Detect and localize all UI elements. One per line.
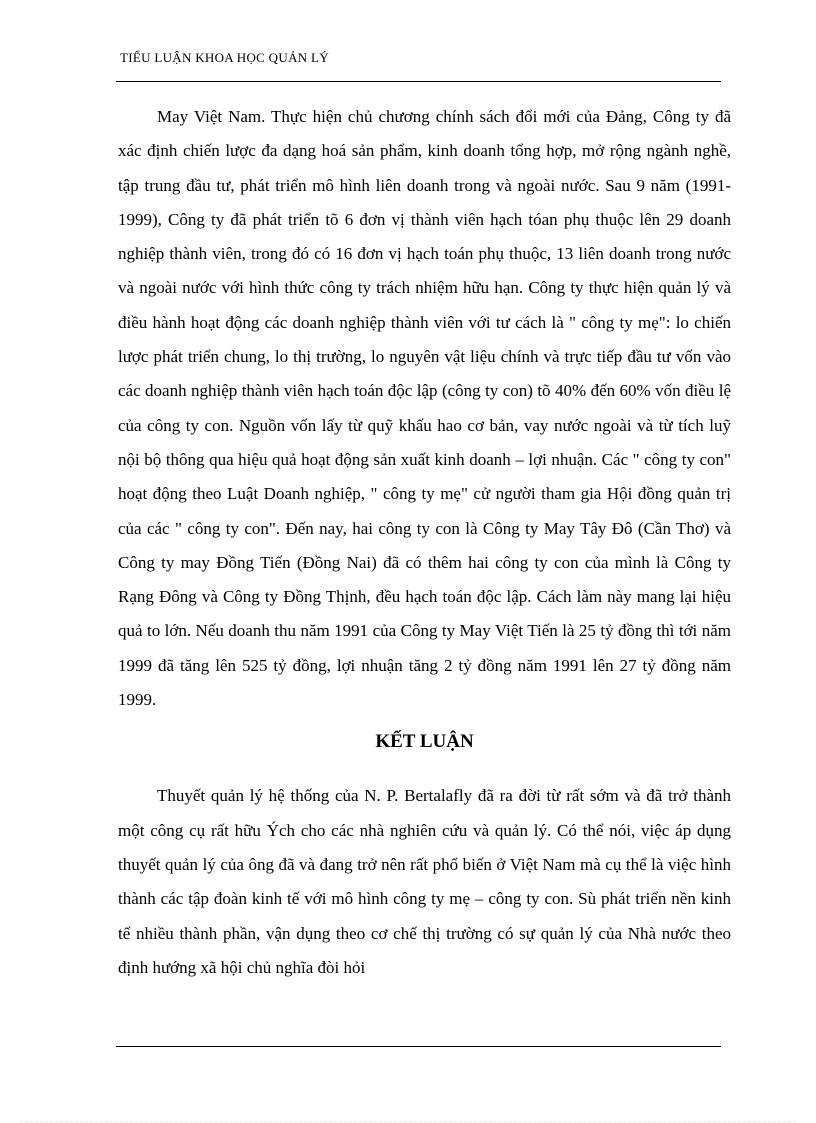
section-heading: KẾT LUẬN	[375, 731, 474, 753]
footer-divider	[116, 1046, 721, 1047]
body-text	[118, 100, 731, 985]
conclusion-paragraph: Thuyết quản lý hệ thống của N. P. Bertalafly đã ra đời từ rất sớm và đã trở thành một công cụ rất hữu Ých cho các nhà nghiên cứu và quản lý. Có thể nói, việc áp dụng thuyết quản lý của ông đã và đang trở nên rất phổ biến ở Việt Nam mà cụ thể là việc hình thành các tập đoàn kinh tế với mô hình công ty mẹ – công ty con. Sù phát triển nền kinh tế nhiều thành phần, vận dụng theo cơ chế thị trường có sự quản lý của Nhà nước theo định hướng xã hội chủ nghĩa đòi hỏi	[118, 786, 731, 977]
body-paragraph: May Việt Nam. Thực hiện chủ chương chính sách đổi mới của Đảng, Công ty đã xác định chiến lược đa dạng hoá sản phẩm, kinh doanh tổng hợp, mở rộng ngành nghề, tập trung đầu tư, phát triển mô hình liên doanh trong và ngoài nước. Sau 9 năm (1991-1999), Công ty đã phát triển tõ 6 đơn vị thành viên hạch tóan phụ thuộc lên 29 doanh nghiệp thành viên, trong đó có 16 đơn vị hạch toán phụ thuộc, 13 liên doanh trong nước và ngoài nước với hình thức công ty trách nhiệm hữu hạn. Công ty thực hiện quản lý và điều hành hoạt động các doanh nghiệp thành viên với tư cách là " công ty mẹ": lo chiến lược phát triển chung, lo thị trường, lo nguyên vật liệu chính và trực tiếp đầu tư vốn vào các doanh nghiệp thành viên hạch toán độc lập (công ty con) tõ 40% đến 60% vốn điều lệ của công ty con. Nguồn vốn lấy từ quỹ khấu hao cơ bản, vay nước ngoài và từ tích luỹ nội bộ thông qua hiệu quả hoạt động sản xuất kinh doanh – lợi nhuận. Các " công ty con" hoạt động theo Luật Doanh nghiệp, " công ty mẹ" cử người tham gia Hội đồng quản trị của các " công ty con". Đến nay, hai công ty con là Công ty May Tây Đô (Cần Thơ) và Công ty may Đồng Tiến (Đồng Nai) đã có thêm hai công ty con của mình là Công ty Rạng Đông và Công ty Đồng Thịnh, đều hạch toán độc lập. Cách làm này mang lại hiệu quả to lớn. Nếu doanh thu năm 1991 của Công ty May Việt Tiến là 25 tỷ đồng thì tới năm 1999 đã tăng lên 525 tỷ đồng, lợi nhuận tăng 2 tỷ đồng năm 1991 lên 27 tỷ đồng năm 1999.	[118, 107, 731, 710]
header-divider	[116, 81, 721, 82]
running-header: TIỂU LUẬN KHOA HỌC QUẢN LÝ	[120, 50, 329, 65]
page-edge	[20, 1121, 796, 1122]
